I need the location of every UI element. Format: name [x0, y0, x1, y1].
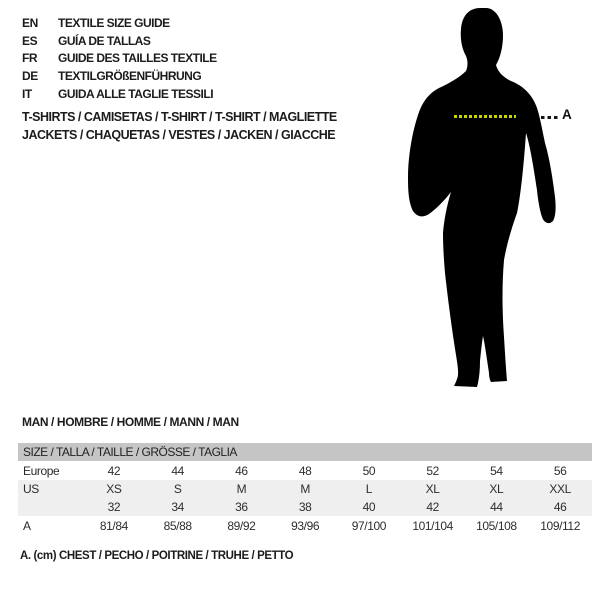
size-cell: 109/112 [540, 518, 580, 533]
size-cell: 42 [426, 500, 439, 514]
size-cell: 46 [553, 500, 567, 514]
size-cell: 38 [298, 500, 312, 514]
lang-label: TEXTILE SIZE GUIDE [58, 15, 170, 30]
measure-leader-line [541, 116, 559, 119]
size-cell: 81/84 [99, 518, 128, 533]
row-label: A [23, 518, 31, 533]
size-cell: M [300, 482, 310, 496]
lang-code: FR [22, 51, 38, 66]
size-cell: 46 [235, 463, 248, 478]
size-table-header: SIZE / TALLA / TAILLE / GRÖSSE / TAGLIA [18, 443, 592, 461]
size-cell: S [173, 482, 182, 496]
size-cell: 54 [490, 463, 503, 478]
size-cell: 101/104 [412, 518, 453, 533]
lang-code: EN [22, 15, 38, 30]
man-silhouette [403, 5, 575, 395]
measurement-footnote: A. (cm) CHEST / PECHO / POITRINE / TRUHE / PETTO [20, 550, 294, 562]
size-cell: 44 [490, 500, 503, 514]
size-cell: 89/92 [227, 518, 256, 533]
lang-code: DE [22, 69, 38, 84]
measure-label-a: A [562, 107, 572, 122]
table-row-a-chest [18, 516, 592, 535]
section-title-man: MAN / HOMBRE / HOMME / MANN / MAN [22, 415, 239, 429]
size-cell: 97/100 [351, 518, 387, 533]
lang-label: GUIDE DES TAILLES TEXTILE [58, 51, 217, 66]
size-table-header-row [18, 443, 592, 461]
size-cell: L [365, 482, 373, 496]
lang-code: IT [22, 87, 32, 102]
size-cell: 48 [298, 463, 312, 478]
size-cell: XXL [549, 482, 571, 496]
lang-label: TEXTILGRÖßENFÜHRUNG [58, 69, 202, 84]
size-cell: 40 [362, 500, 376, 514]
size-cell: XL [489, 482, 504, 496]
category-line-jackets: JACKETS / CHAQUETAS / VESTES / JACKEN / GIACCHE [22, 127, 336, 142]
size-cell: XS [106, 482, 122, 496]
size-table [18, 443, 592, 535]
size-cell: 85/88 [163, 518, 192, 533]
size-cell: 93/96 [291, 518, 320, 533]
size-cell: 105/108 [476, 518, 517, 533]
lang-label: GUÍA DE TALLAS [58, 33, 151, 48]
size-cell: 44 [171, 463, 184, 478]
size-cell: 32 [107, 500, 121, 514]
lang-code: ES [22, 33, 38, 48]
size-cell: M [236, 482, 247, 496]
size-cell: 34 [171, 500, 184, 514]
chest-measure-line [454, 115, 516, 118]
row-label: US [23, 482, 39, 496]
category-line-tshirts: T-SHIRTS / CAMISETAS / T-SHIRT / T-SHIRT / MAGLIETTE [22, 110, 337, 124]
table-row-us [18, 480, 592, 498]
size-cell: XL [425, 482, 440, 496]
size-cell: 42 [107, 463, 121, 478]
row-label [18, 498, 82, 516]
table-row-europe [18, 461, 592, 480]
size-cell: 50 [362, 463, 376, 478]
table-row-us-numeric [18, 498, 592, 516]
row-label: Europe [23, 463, 60, 478]
size-cell: 52 [426, 463, 439, 478]
size-cell: 56 [553, 463, 567, 478]
lang-label: GUIDA ALLE TAGLIE TESSILI [58, 87, 214, 102]
size-cell: 36 [235, 500, 248, 514]
